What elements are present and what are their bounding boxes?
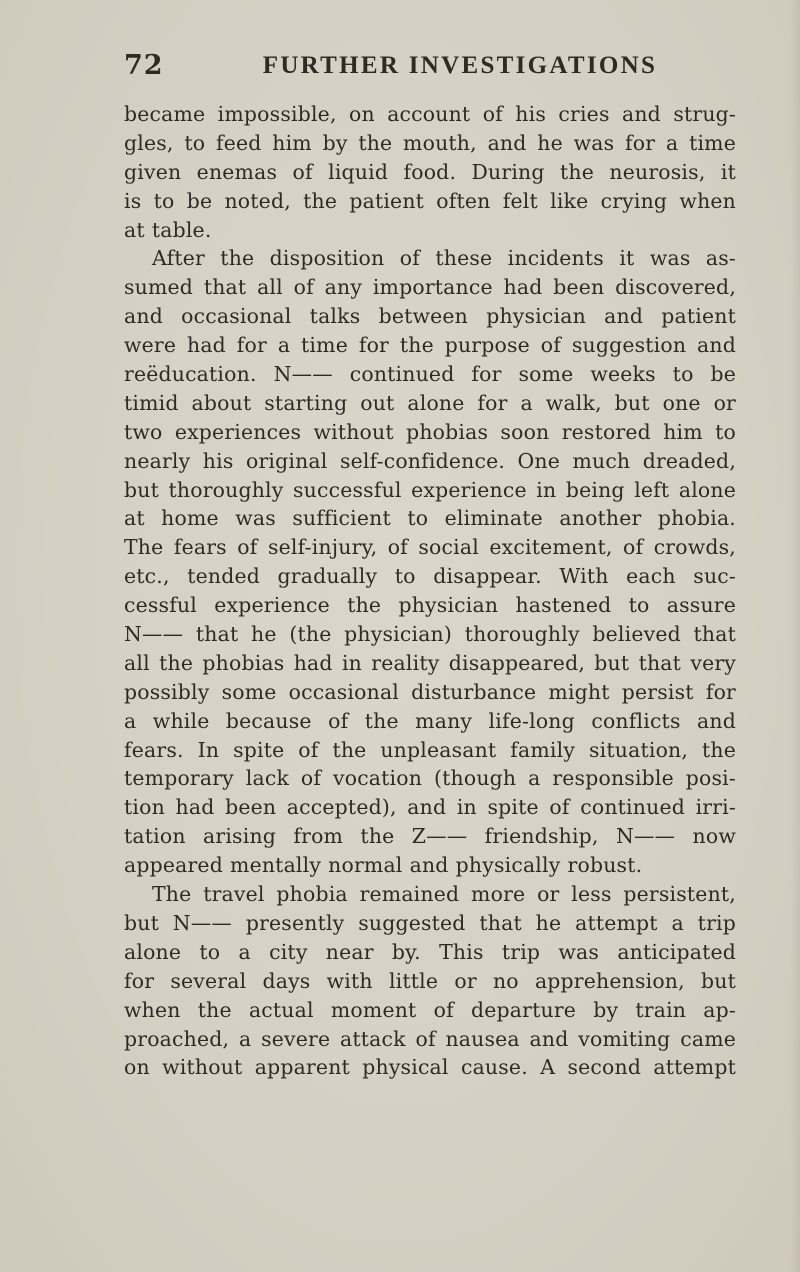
page-edge-shadow (790, 0, 800, 1272)
text-line: on without apparent physical cause. A second attempt (124, 1055, 736, 1080)
text-line: reëducation. N—— continued for some weeks to be (124, 362, 736, 387)
text-line: fears. In spite of the unpleasant family situation, the (124, 737, 736, 762)
text-line: became impossible, on account of his cries and strug- (124, 102, 736, 126)
text-line: tation arising from the Z—— friendship, N—— now (124, 824, 736, 849)
text-line: for several days with little or no apprehension, but (124, 968, 736, 993)
text-line: all the phobias had in reality disappeared, but that very (124, 650, 736, 675)
text-line: The fears of self-injury, of social excitement, of crowds, (124, 535, 736, 560)
text-line: given enemas of liquid food. During the neurosis, it (124, 159, 736, 184)
text-line: and occasional talks between physician and patient (124, 304, 736, 329)
text-line: nearly his original self-confidence. One much dreaded, (124, 448, 736, 473)
text-line: at table. (124, 217, 212, 242)
text-line: two experiences without phobias soon restored him to (124, 419, 736, 444)
text-line: is to be noted, the patient often felt like crying when (124, 188, 736, 213)
text-line: a while because of the many life-long conflicts and (124, 708, 736, 733)
running-head: FURTHER INVESTIGATIONS (262, 52, 658, 79)
text-line: but thoroughly successful experience in being left alone (124, 477, 736, 502)
text-line: gles, to feed him by the mouth, and he was for a time (124, 130, 736, 155)
body-text (124, 100, 736, 1082)
text-line: timid about starting out alone for a walk, but one or (124, 390, 736, 415)
text-line: sumed that all of any importance had been discovered, (124, 275, 736, 300)
text-line: but N—— presently suggested that he attempt a trip (124, 910, 736, 935)
text-line: when the actual moment of departure by train ap- (124, 997, 736, 1022)
text-line: After the disposition of these incidents it was as- (152, 246, 736, 271)
text-line: N—— that he (the physician) thoroughly believed that (124, 622, 736, 647)
page-number: 72 (124, 50, 164, 81)
text-line: appeared mentally normal and physically robust. (124, 853, 643, 878)
text-line: etc., tended gradually to disappear. With each suc- (124, 564, 736, 589)
text-line: cessful experience the physician hastened to assure (124, 593, 736, 618)
text-line: alone to a city near by. This trip was anticipated (124, 939, 736, 964)
text-line: proached, a severe attack of nausea and vomiting came (124, 1026, 736, 1051)
text-line: temporary lack of vocation (though a responsible posi- (124, 766, 736, 791)
text-line: possibly some occasional disturbance might persist for (124, 679, 736, 704)
text-line: tion had been accepted), and in spite of continued irri- (124, 795, 736, 820)
text-line: were had for a time for the purpose of suggestion and (124, 333, 736, 358)
text-line: The travel phobia remained more or less persistent, (152, 882, 736, 907)
text-line: at home was sufficient to eliminate another phobia. (124, 506, 736, 531)
